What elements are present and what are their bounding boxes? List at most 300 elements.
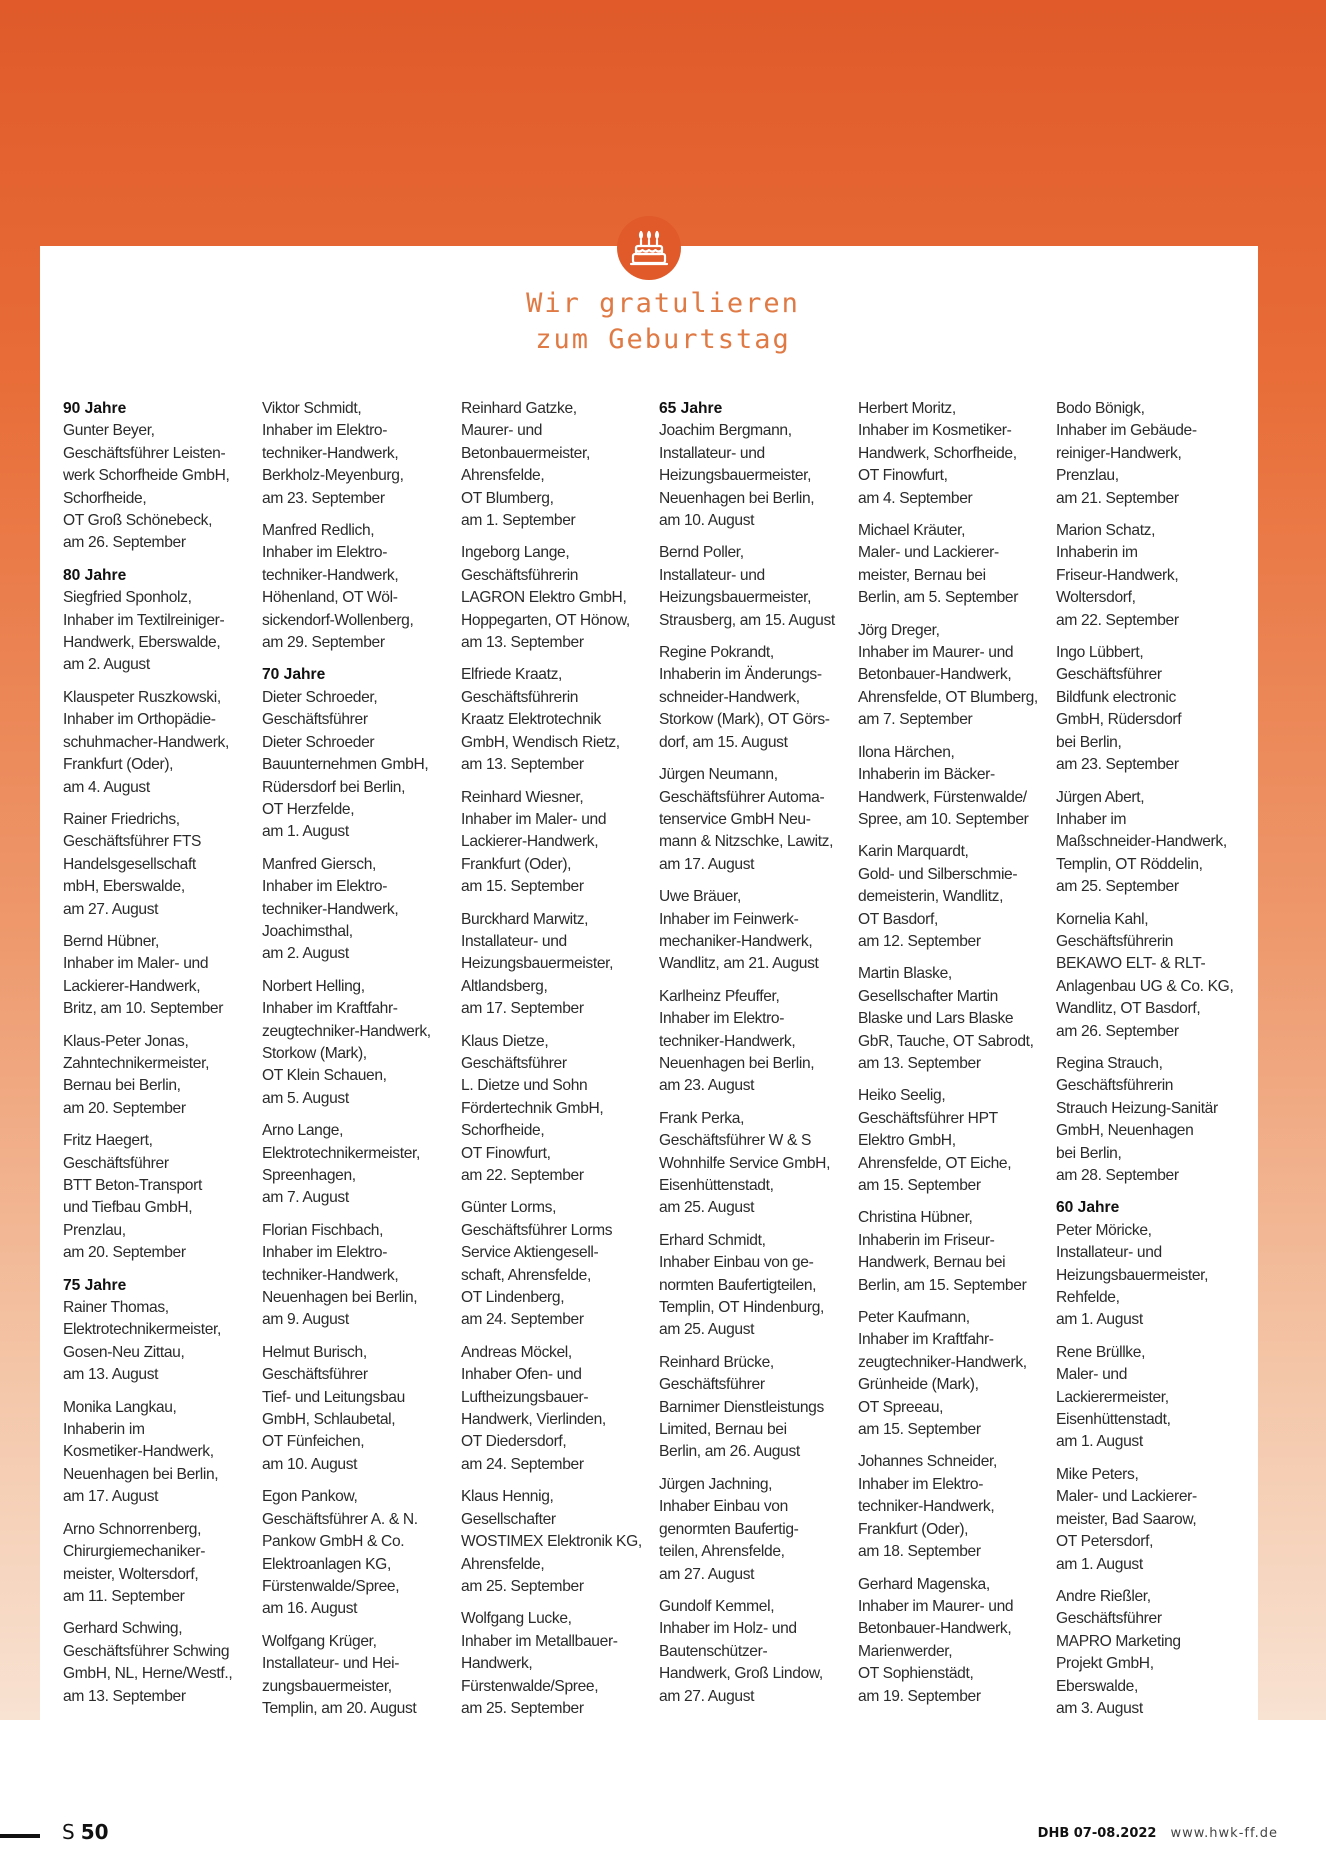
entry-name: Marion Schatz, — [1056, 522, 1156, 540]
entry-name: Rainer Thomas, — [63, 1299, 169, 1317]
column-1 — [63, 398, 253, 1718]
entry-name: Klaus Hennig, — [461, 1488, 554, 1506]
entry-detail-line: am 25. September — [1056, 878, 1179, 896]
entry-detail-line: sickendorf-Wollenberg, — [262, 611, 414, 629]
entry-detail-line: am 4. September — [858, 489, 973, 507]
entry-detail-line: Inhaberin im Friseur- — [858, 1231, 995, 1249]
entry-detail-line: und Tiefbau GmbH, — [63, 1199, 193, 1217]
entry-name: Rainer Friedrichs, — [63, 810, 180, 828]
entry-detail-line: GmbH, Neuenhagen — [1056, 1122, 1194, 1140]
entry-name: Herbert Moritz, — [858, 400, 956, 417]
entry-detail-line: Maßschneider-Handwerk, — [1056, 833, 1227, 851]
entry-detail-line: am 23. September — [262, 489, 385, 507]
birthday-entry — [461, 542, 651, 654]
birthday-entry — [858, 1451, 1048, 1563]
entry-detail-line: am 15. September — [858, 1421, 981, 1439]
entry-detail-line: MAPRO Marketing — [1056, 1632, 1181, 1650]
entry-detail-line: techniker-Handwerk, — [659, 1032, 796, 1050]
entry-name: Bernd Poller, — [659, 544, 744, 562]
entry-detail-line: Templin, OT Hindenburg, — [659, 1299, 825, 1317]
entry-detail-line: GmbH, Rüdersdorf — [1056, 711, 1182, 729]
entry-detail-line: Barnimer Dienstleistungs — [659, 1398, 824, 1416]
birthday-entry — [1056, 1342, 1246, 1454]
entry-detail-line: Blaske und Lars Blaske — [858, 1010, 1014, 1028]
entry-detail-line: schneider-Handwerk, — [659, 688, 800, 706]
footer-rule — [0, 1834, 40, 1838]
entry-detail-line: Frankfurt (Oder), — [63, 756, 174, 774]
entry-detail-line: schuhmacher-Handwerk, — [63, 733, 229, 751]
entry-detail-line: OT Groß Schönebeck, — [63, 512, 213, 530]
birthday-entry — [262, 1120, 452, 1210]
entry-detail-line: am 7. August — [262, 1189, 349, 1207]
birthday-entry — [262, 520, 452, 654]
entry-name: Ilona Härchen, — [858, 743, 955, 761]
entry-detail-line: Storkow (Mark), OT Görs- — [659, 711, 830, 729]
entry-name: Jürgen Neumann, — [659, 766, 778, 784]
entry-detail-line: Heizungsbauermeister, — [659, 467, 812, 485]
entry-detail-line: Berkholz-Meyenburg, — [262, 467, 404, 485]
entry-detail-line: Fürstenwalde/Spree, — [461, 1677, 599, 1695]
birthday-entry — [858, 742, 1048, 832]
entry-detail-line: Woltersdorf, — [1056, 589, 1136, 607]
birthday-entry — [858, 841, 1048, 953]
entry-detail-line: am 27. August — [659, 1687, 755, 1705]
entry-detail-line: Handwerk, Eberswalde, — [63, 634, 221, 652]
entry-detail-line: Geschäftsführer — [1056, 666, 1162, 684]
entry-detail-line: Anlagenbau UG & Co. KG, — [1056, 977, 1234, 995]
issue-label: DHB 07-08.2022 — [1037, 1826, 1157, 1841]
birthday-entry — [858, 1574, 1048, 1708]
entry-detail-line: Geschäftsführer — [1056, 1610, 1162, 1628]
entry-name: Ingeborg Lange, — [461, 544, 570, 562]
entry-detail-line: Installateur- und — [659, 566, 765, 584]
entry-detail-line: Geschäftsführer — [262, 711, 368, 729]
birthday-entry — [659, 1596, 849, 1708]
entry-detail-line: am 24. September — [461, 1455, 584, 1473]
entry-detail-line: am 22. September — [461, 1167, 584, 1184]
entry-detail-line: Geschäftsführer Automa- — [659, 788, 825, 806]
entry-name: Reinhard Brücke, — [659, 1353, 774, 1371]
entry-detail-line: Gosen-Neu Zittau, — [63, 1343, 185, 1361]
entry-detail-line: am 20. September — [63, 1099, 186, 1117]
entry-detail-line: Installateur- und — [659, 444, 765, 462]
entry-detail-line: Inhaber im Orthopädie- — [63, 711, 216, 729]
entry-detail-line: am 26. September — [1056, 1022, 1179, 1040]
entry-detail-line: Geschäftsführer Schwing — [63, 1642, 230, 1660]
entry-detail-line: techniker-Handwerk, — [262, 566, 399, 584]
entry-detail-line: Bautenschützer- — [659, 1642, 768, 1660]
entry-detail-line: Neuenhagen bei Berlin, — [659, 1054, 815, 1072]
entry-detail-line: Elektrotechnikermeister, — [262, 1144, 420, 1162]
entry-detail-line: Dieter Schroeder — [262, 733, 375, 751]
entry-detail-line: Inhaber im Holz- und — [659, 1620, 797, 1638]
entry-detail-line: Geschäftsführerin — [461, 688, 579, 706]
entry-detail-line: Ahrensfelde, OT Eiche, — [858, 1154, 1012, 1172]
birthday-entry — [1056, 1053, 1246, 1187]
entry-name: Klaus Dietze, — [461, 1032, 549, 1050]
entry-detail-line: am 10. August — [659, 512, 755, 530]
birthday-entry — [63, 587, 253, 677]
birthday-entry — [1056, 1586, 1246, 1720]
birthday-entry — [461, 398, 651, 532]
entry-detail-line: Inhaber im Gebäude- — [1056, 422, 1197, 440]
entry-detail-line: Inhaberin im — [1056, 544, 1138, 562]
entry-detail-line: Geschäftsführer FTS — [63, 833, 202, 851]
birthday-entry — [659, 1474, 849, 1586]
column-5 — [858, 398, 1048, 1718]
entry-name: Burckhard Marwitz, — [461, 910, 589, 928]
entry-detail-line: Inhaber im Elektro- — [262, 544, 388, 562]
entry-detail-line: Limited, Bernau bei — [659, 1421, 787, 1439]
birthday-entry — [858, 1085, 1048, 1197]
entry-detail-line: Maurer- und — [461, 422, 543, 440]
entry-detail-line: Geschäftsführer — [262, 1366, 368, 1384]
entry-detail-line: am 1. September — [461, 512, 576, 530]
entry-name: Arno Lange, — [262, 1122, 344, 1140]
entry-detail-line: am 21. September — [1056, 489, 1179, 507]
birthday-entry — [461, 909, 651, 1021]
entry-detail-line: am 28. September — [1056, 1167, 1179, 1184]
entry-name: Norbert Helling, — [262, 977, 365, 995]
entry-detail-line: werk Schorfheide GmbH, — [63, 467, 230, 485]
entry-name: Regine Pokrandt, — [659, 644, 774, 662]
entry-detail-line: am 23. September — [1056, 756, 1179, 774]
entry-detail-line: am 1. August — [262, 823, 349, 841]
entry-detail-line: Inhaber im — [1056, 810, 1127, 828]
entry-name: Regina Strauch, — [1056, 1054, 1163, 1072]
entry-detail-line: am 22. September — [1056, 611, 1179, 629]
birthday-entry — [858, 1207, 1048, 1297]
entry-detail-line: normten Baufertigteilen, — [659, 1276, 817, 1294]
entry-detail-line: Ahrensfelde, OT Blumberg, — [858, 688, 1038, 706]
entry-detail-line: L. Dietze und Sohn — [461, 1077, 588, 1095]
entry-name: Christina Hübner, — [858, 1209, 973, 1227]
website-link[interactable]: www.hwk-ff.de — [1170, 1826, 1278, 1841]
birthday-entry — [659, 1230, 849, 1342]
issue-info — [1038, 1826, 1278, 1841]
entry-detail-line: Tief- und Leitungsbau — [262, 1388, 405, 1406]
birthday-entry — [63, 809, 253, 921]
entry-detail-line: Grünheide (Mark), — [858, 1376, 979, 1394]
entry-detail-line: am 7. September — [858, 711, 973, 729]
birthday-entry — [262, 398, 452, 510]
age-group-heading: 70 Jahre — [262, 666, 326, 684]
entry-name: Uwe Bräuer, — [659, 888, 741, 906]
birthday-entry — [63, 1297, 253, 1387]
entry-detail-line: OT Klein Schauen, — [262, 1067, 387, 1085]
entry-detail-line: am 13. August — [63, 1366, 159, 1384]
title-line-1: Wir gratulieren — [526, 288, 800, 319]
birthday-entry — [461, 1342, 651, 1476]
entry-name: Andreas Möckel, — [461, 1343, 572, 1361]
entry-name: Kornelia Kahl, — [1056, 910, 1149, 928]
birthday-entry — [1056, 398, 1246, 510]
entry-detail-line: am 4. August — [63, 778, 150, 796]
entry-detail-line: Wandlitz, am 21. August — [659, 955, 819, 973]
entry-detail-line: Inhaber Ofen- und — [461, 1366, 582, 1384]
entry-detail-line: Inhaber im Feinwerk- — [659, 910, 799, 928]
entry-detail-line: OT Spreeau, — [858, 1398, 944, 1416]
entry-detail-line: Luftheizungsbauer- — [461, 1388, 589, 1406]
entry-name: Karlheinz Pfeuffer, — [659, 987, 780, 1005]
entry-detail-line: Geschäftsführerin — [461, 566, 579, 584]
entry-detail-line: Neuenhagen bei Berlin, — [63, 1465, 219, 1483]
entry-detail-line: meister, Bernau bei — [858, 566, 986, 584]
entry-detail-line: Prenzlau, — [1056, 467, 1119, 485]
entry-detail-line: Inhaberin im Bäcker- — [858, 766, 995, 784]
entry-detail-line: OT Sophienstädt, — [858, 1665, 974, 1683]
entry-detail-line: am 13. September — [858, 1054, 981, 1072]
birthday-entry — [659, 642, 849, 754]
entry-name: Peter Möricke, — [1056, 1221, 1152, 1239]
entry-detail-line: am 27. August — [659, 1565, 755, 1583]
entry-detail-line: Betonbauer-Handwerk, — [858, 1620, 1012, 1638]
entry-detail-line: Installateur- und Hei- — [262, 1655, 400, 1673]
entry-name: Gunter Beyer, — [63, 422, 155, 440]
entry-detail-line: Geschäftsführer A. & N. — [262, 1510, 418, 1528]
birthday-entry — [659, 986, 849, 1098]
entry-detail-line: am 20. September — [63, 1244, 186, 1262]
entry-detail-line: Hoppegarten, OT Hönow, — [461, 611, 630, 629]
entry-detail-line: am 29. September — [262, 634, 385, 652]
entry-detail-line: am 13. September — [63, 1687, 186, 1705]
entry-detail-line: techniker-Handwerk, — [262, 1266, 399, 1284]
entry-detail-line: am 1. August — [1056, 1311, 1143, 1329]
entry-detail-line: Strauch Heizung-Sanitär — [1056, 1099, 1218, 1117]
entry-detail-line: Gesellschafter Martin — [858, 987, 998, 1005]
entry-detail-line: tenservice GmbH Neu- — [659, 810, 811, 828]
entry-detail-line: Geschäftsführer Leisten- — [63, 444, 226, 462]
entry-detail-line: Handwerk, Vierlinden, — [461, 1411, 606, 1429]
entry-detail-line: Ahrensfelde, — [461, 467, 545, 485]
entry-detail-line: Chirurgiemechaniker- — [63, 1543, 206, 1561]
entry-detail-line: Inhaber im Elektro- — [262, 422, 388, 440]
entry-detail-line: Altlandsberg, — [461, 977, 548, 995]
entry-detail-line: bei Berlin, — [1056, 1144, 1122, 1162]
column-6 — [1056, 398, 1246, 1730]
entry-detail-line: mechaniker-Handwerk, — [659, 932, 813, 950]
birthday-entry — [1056, 520, 1246, 632]
entry-name: Erhard Schmidt, — [659, 1231, 766, 1249]
entry-name: Jürgen Abert, — [1056, 788, 1145, 806]
entry-detail-line: Inhaberin im — [63, 1421, 145, 1439]
birthday-entry — [63, 687, 253, 799]
entry-detail-line: BEKAWO ELT- & RLT- — [1056, 955, 1206, 973]
entry-detail-line: Gesellschafter — [461, 1510, 556, 1528]
entry-detail-line: Templin, am 20. August — [262, 1699, 417, 1717]
entry-detail-line: am 9. August — [262, 1311, 349, 1329]
birthday-entry — [461, 1197, 651, 1331]
entry-detail-line: Handwerk, Fürstenwalde/ — [858, 788, 1027, 806]
birthday-entry — [63, 931, 253, 1021]
entry-detail-line: Inhaber im Maurer- und — [858, 1597, 1014, 1615]
entry-detail-line: am 25. August — [659, 1199, 755, 1217]
entry-detail-line: am 12. September — [858, 932, 981, 950]
entry-detail-line: Inhaber im Maler- und — [63, 955, 209, 973]
entry-detail-line: Lackierer-Handwerk, — [461, 833, 599, 851]
entry-detail-line: Eberswalde, — [1056, 1677, 1138, 1695]
birthday-entry — [1056, 787, 1246, 899]
entry-detail-line: Eisenhüttenstadt, — [1056, 1411, 1171, 1429]
entry-name: Günter Lorms, — [461, 1199, 557, 1217]
entry-detail-line: Zahntechnikermeister, — [63, 1054, 210, 1072]
entry-detail-line: am 18. September — [858, 1543, 981, 1561]
entry-detail-line: teilen, Ahrensfelde, — [659, 1543, 785, 1561]
entry-detail-line: Bernau bei Berlin, — [63, 1077, 181, 1095]
entry-detail-line: am 17. September — [461, 1000, 584, 1018]
birthday-entry — [858, 963, 1048, 1075]
birthday-entry — [659, 1108, 849, 1220]
entry-detail-line: mann & Nitzschke, Lawitz, — [659, 833, 834, 851]
entry-name: Joachim Bergmann, — [659, 422, 792, 440]
entry-detail-line: Friseur-Handwerk, — [1056, 566, 1179, 584]
birthday-entry — [659, 420, 849, 532]
entry-detail-line: Handwerk, Schorfheide, — [858, 444, 1017, 462]
entry-detail-line: Wohnhilfe Service GmbH, — [659, 1154, 831, 1172]
entry-detail-line: am 1. August — [1056, 1433, 1143, 1451]
entry-detail-line: Geschäftsführer — [659, 1376, 765, 1394]
entry-detail-line: Inhaber im Kraftfahr- — [858, 1331, 994, 1349]
entry-detail-line: Service Aktiengesell- — [461, 1244, 599, 1262]
entry-name: Viktor Schmidt, — [262, 400, 362, 417]
age-group-heading: 65 Jahre — [659, 400, 723, 417]
page-number — [62, 1820, 109, 1844]
entry-detail-line: Rehfelde, — [1056, 1289, 1120, 1307]
entry-detail-line: Handwerk, Groß Lindow, — [659, 1665, 823, 1683]
entry-detail-line: Rüdersdorf bei Berlin, — [262, 778, 406, 796]
entry-detail-line: am 24. September — [461, 1311, 584, 1329]
entry-detail-line: WOSTIMEX Elektronik KG, — [461, 1533, 642, 1551]
birthday-entry — [262, 1486, 452, 1620]
birthday-entry — [262, 1631, 452, 1721]
entry-detail-line: demeisterin, Wandlitz, — [858, 888, 1004, 906]
entry-detail-line: zeugtechniker-Handwerk, — [262, 1022, 431, 1040]
entry-detail-line: Betonbauer-Handwerk, — [858, 666, 1012, 684]
entry-name: Manfred Giersch, — [262, 855, 376, 873]
entry-detail-line: am 16. August — [262, 1600, 358, 1618]
entry-detail-line: Maler- und Lackierer- — [1056, 1488, 1197, 1506]
birthday-entry — [659, 1352, 849, 1464]
entry-detail-line: dorf, am 15. August — [659, 733, 788, 751]
birthday-entry — [1056, 1464, 1246, 1576]
page-prefix: S — [62, 1820, 75, 1844]
entry-name: Reinhard Wiesner, — [461, 788, 584, 806]
entry-detail-line: Kraatz Elektrotechnik — [461, 711, 601, 729]
birthday-cake-icon — [627, 226, 671, 270]
entry-detail-line: am 10. August — [262, 1455, 358, 1473]
entry-detail-line: Berlin, am 26. August — [659, 1443, 800, 1461]
birthday-badge — [617, 216, 681, 280]
entry-detail-line: am 23. August — [659, 1077, 755, 1095]
age-group-heading: 60 Jahre — [1056, 1199, 1120, 1217]
entry-detail-line: Höhenland, OT Wöl- — [262, 589, 398, 607]
entry-name: Johannes Schneider, — [858, 1453, 998, 1471]
birthday-entry — [63, 420, 253, 554]
birthday-entry — [63, 1130, 253, 1264]
page-title — [0, 286, 1326, 358]
entry-detail-line: Gold- und Silberschmie- — [858, 865, 1018, 883]
entry-detail-line: Heizungsbauermeister, — [659, 589, 812, 607]
entry-detail-line: am 15. September — [461, 878, 584, 896]
entry-detail-line: Inhaber im Elektro- — [858, 1475, 984, 1493]
column-4 — [659, 398, 849, 1718]
entry-detail-line: am 1. August — [1056, 1555, 1143, 1573]
entry-name: Jürgen Jachning, — [659, 1475, 773, 1493]
entry-detail-line: mbH, Eberswalde, — [63, 878, 185, 896]
entry-detail-line: Inhaberin im Änderungs- — [659, 666, 822, 684]
entry-detail-line: GmbH, NL, Herne/Westf., — [63, 1665, 233, 1683]
entry-detail-line: Lackierermeister, — [1056, 1388, 1169, 1406]
entry-detail-line: am 2. August — [262, 945, 349, 963]
entry-detail-line: OT Lindenberg, — [461, 1289, 565, 1307]
entry-detail-line: Geschäftsführer W & S — [659, 1132, 812, 1150]
entry-detail-line: Schorfheide, — [461, 1122, 545, 1140]
birthday-entry — [461, 1486, 651, 1598]
entry-name: Reinhard Gatzke, — [461, 400, 577, 417]
entry-detail-line: Schorfheide, — [63, 489, 147, 507]
birthday-entry — [63, 1618, 253, 1708]
entry-name: Jörg Dreger, — [858, 621, 940, 639]
entry-name: Klaus-Peter Jonas, — [63, 1032, 189, 1050]
entry-detail-line: Elektrotechnikermeister, — [63, 1321, 221, 1339]
age-group-heading: 80 Jahre — [63, 566, 127, 584]
entry-detail-line: am 11. September — [63, 1587, 185, 1605]
birthday-entry — [659, 886, 849, 976]
entry-name: Mike Peters, — [1056, 1465, 1139, 1483]
entry-detail-line: am 5. August — [262, 1089, 349, 1107]
entry-detail-line: Inhaber im Maurer- und — [858, 644, 1014, 662]
entry-detail-line: reiniger-Handwerk, — [1056, 444, 1182, 462]
entry-detail-line: GmbH, Wendisch Rietz, — [461, 733, 620, 751]
entry-detail-line: am 26. September — [63, 534, 186, 552]
title-line-2: zum Geburtstag — [535, 324, 791, 355]
entry-detail-line: OT Herzfelde, — [262, 800, 355, 818]
entry-detail-line: zeugtechniker-Handwerk, — [858, 1353, 1027, 1371]
entry-detail-line: am 25. September — [461, 1577, 584, 1595]
entry-detail-line: OT Petersdorf, — [1056, 1533, 1154, 1551]
entry-detail-line: am 25. September — [461, 1699, 584, 1717]
entry-detail-line: Inhaber Einbau von ge- — [659, 1254, 814, 1272]
entry-name: Ingo Lübbert, — [1056, 644, 1144, 662]
entry-detail-line: Geschäftsführerin — [1056, 1077, 1174, 1095]
entry-detail-line: Spree, am 10. September — [858, 810, 1029, 828]
entry-name: Andre Rießler, — [1056, 1587, 1151, 1605]
birthday-entry — [262, 976, 452, 1110]
entry-detail-line: am 15. September — [858, 1177, 981, 1194]
entry-detail-line: OT Fünfeichen, — [262, 1433, 365, 1451]
page-number-value: 50 — [80, 1820, 109, 1844]
entry-detail-line: am 2. August — [63, 656, 150, 674]
entry-detail-line: zungsbauermeister, — [262, 1677, 392, 1695]
birthday-entry — [262, 1220, 452, 1332]
entry-detail-line: schaft, Ahrensfelde, — [461, 1266, 591, 1284]
entry-name: Gundolf Kemmel, — [659, 1597, 775, 1615]
entry-detail-line: techniker-Handwerk, — [858, 1498, 995, 1516]
entry-detail-line: Inhaber im Textilreiniger- — [63, 611, 225, 629]
entry-name: Bodo Bönigk, — [1056, 400, 1145, 417]
birthday-entry — [1056, 909, 1246, 1043]
entry-detail-line: LAGRON Elektro GmbH, — [461, 589, 627, 607]
entry-name: Florian Fischbach, — [262, 1221, 384, 1239]
entry-detail-line: Ahrensfelde, — [461, 1555, 545, 1573]
entry-detail-line: Installateur- und — [461, 932, 567, 950]
entry-name: Gerhard Magenska, — [858, 1575, 990, 1593]
birthday-entry — [1056, 642, 1246, 776]
entry-detail-line: Inhaber im Elektro- — [262, 1244, 388, 1262]
entry-detail-line: Lackierer-Handwerk, — [63, 977, 201, 995]
entry-detail-line: Handelsgesellschaft — [63, 855, 196, 873]
birthday-entry — [63, 1519, 253, 1609]
